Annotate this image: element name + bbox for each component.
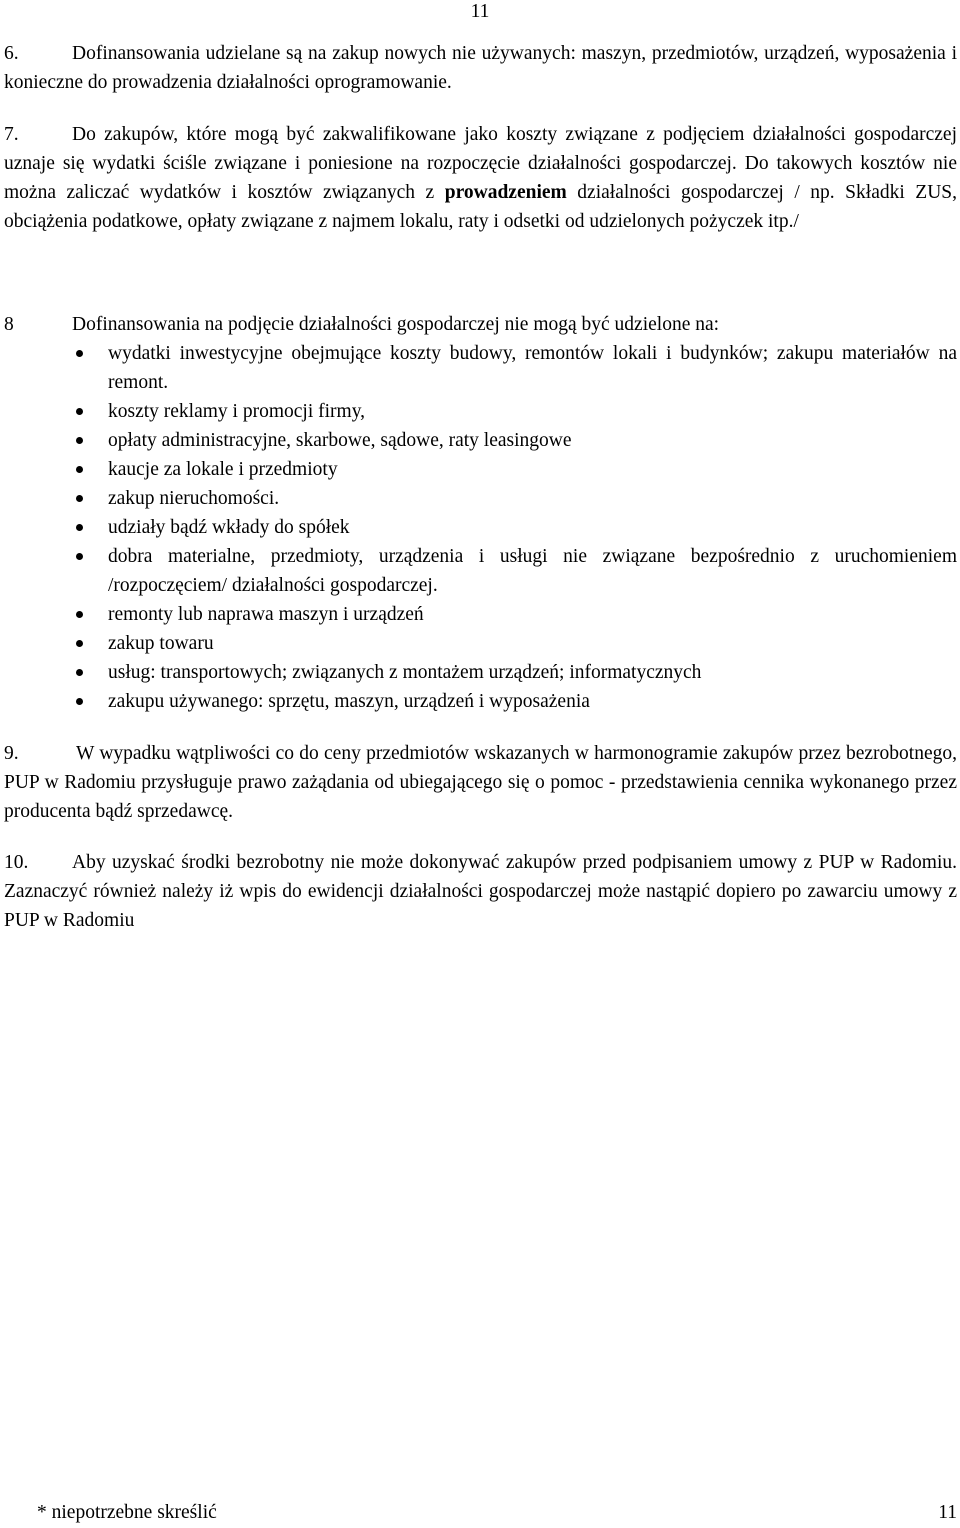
list-item: opłaty administracyjne, skarbowe, sądowe, raty leasingowe: [0, 426, 957, 455]
list-item: remonty lub naprawa maszyn i urządzeń: [0, 600, 957, 629]
list-item: koszty reklamy i promocji firmy,: [0, 397, 957, 426]
bullet-icon: [76, 640, 83, 647]
list-item: zakup towaru: [0, 629, 957, 658]
paragraph-8: [4, 310, 957, 339]
paragraph-9: [4, 739, 957, 826]
paragraph-number: 8: [4, 314, 14, 335]
bold-word: prowadzeniem: [444, 182, 567, 203]
bullet-icon: [76, 437, 83, 444]
bullet-icon: [76, 350, 83, 357]
paragraph-number: 10.: [4, 852, 29, 873]
list-item: wydatki inwestycyjne obejmujące koszty budowy, remontów lokali i budynków; zakupu materiałów na remont.: [0, 339, 957, 397]
paragraph-number: 6.: [4, 43, 19, 64]
list-item: zakup nieruchomości.: [0, 484, 957, 513]
page-number-bottom: 11: [938, 1502, 957, 1523]
paragraph-text: Aby uzyskać środki bezrobotny nie może dokonywać zakupów przed podpisaniem umowy z PUP w Radomiu. Zaznaczyć również należy iż wpis do ewidencji działalności gospodarczej może nastąpić dopiero po zawarciu umowy z PUP w Radomiu: [4, 852, 957, 931]
paragraph-text: Dofinansowania udzielane są na zakup nowych nie używanych: maszyn, przedmiotów, urządzeń, wyposażenia i konieczne do prowadzenia działalności oprogramowanie.: [4, 43, 957, 93]
paragraph-text: Do zakupów, które mogą być zakwalifikowane jako koszty związane z podjęciem działalności gospodarczej uznaje się wydatki ściśle związane i poniesione na rozpoczęcie działalności gospodarczej. Do takowych kosztów nie można zaliczać wydatków i kosztów związanych z: [4, 124, 957, 203]
bullet-icon: [76, 698, 83, 705]
paragraph-text: Dofinansowania na podjęcie działalności gospodarczej nie mogą być udzielone na:: [72, 314, 720, 335]
bullet-icon: [76, 669, 83, 676]
exclusion-list: [0, 339, 957, 716]
paragraph-7: [4, 120, 957, 236]
list-item: kaucje za lokale i przedmioty: [0, 455, 957, 484]
list-item: zakupu używanego: sprzętu, maszyn, urządzeń i wyposażenia: [0, 687, 957, 716]
page-footer: [0, 1498, 960, 1527]
bullet-icon: [76, 611, 83, 618]
list-item: dobra materialne, przedmioty, urządzenia i usługi nie związane bezpośrednio z uruchomieniem /rozpoczęciem/ działalności gospodarczej.: [0, 542, 957, 600]
bullet-icon: [76, 524, 83, 531]
list-item: usług: transportowych; związanych z montażem urządzeń; informatycznych: [0, 658, 957, 687]
list-item: udziały bądź wkłady do spółek: [0, 513, 957, 542]
paragraph-number: 7.: [4, 124, 19, 145]
bullet-icon: [76, 495, 83, 502]
bullet-icon: [76, 408, 83, 415]
footnote: * niepotrzebne skreślić: [37, 1502, 217, 1523]
bullet-icon: [76, 466, 83, 473]
paragraph-6: [4, 39, 957, 97]
paragraph-text: W wypadku wątpliwości co do ceny przedmiotów wskazanych w harmonogramie zakupów przez bezrobotnego, PUP w Radomiu przysługuje prawo zażądania od ubiegającego się o pomoc - przedstawienia cennika wykonanego przez producenta bądź sprzedawcę.: [4, 743, 957, 822]
paragraph-number: 9.: [4, 743, 19, 764]
bullet-icon: [76, 553, 83, 560]
paragraph-text-continued: działalności gospodarczej / np. Składki ZUS, obciążenia podatkowe, opłaty związane z najmem lokalu, raty i odsetki od udzielonych pożyczek itp./: [4, 182, 958, 232]
page-number-top: 11: [470, 1, 490, 22]
paragraph-10: [4, 848, 957, 935]
